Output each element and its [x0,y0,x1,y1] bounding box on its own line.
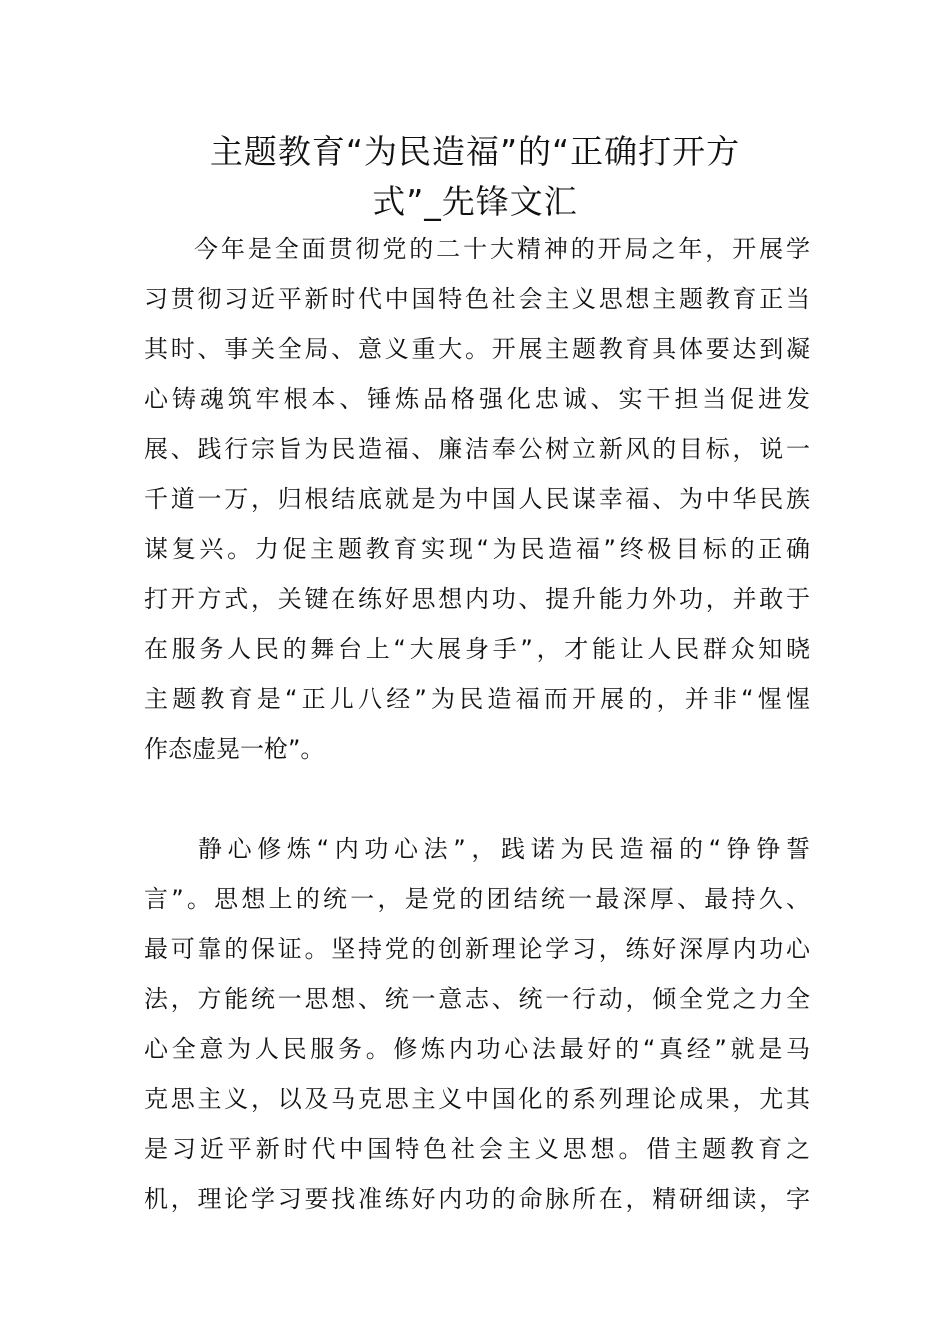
paragraph-line: 习贯彻习近平新时代中国特色社会主义思想主题教育正当 [144,285,810,313]
paragraph-line: 最可靠的保证。坚持党的创新理论学习，练好深厚内功心 [144,935,810,963]
paragraph-line: 千道一万，归根结底就是为中国人民谋幸福、为中华民族 [144,485,810,513]
paragraph-line: 法，方能统一思想、统一意志、统一行动，倾全党之力全 [144,985,810,1013]
paragraph-line: 是习近平新时代中国特色社会主义思想。借主题教育之 [144,1135,810,1163]
paragraph-line: 克思主义，以及马克思主义中国化的系列理论成果，尤其 [144,1085,810,1113]
paragraph-line: 作态虚晃一枪”。 [144,735,325,763]
paragraph-line: 心铸魂筑牢根本、锤炼品格强化忠诚、实干担当促进发 [144,385,810,413]
paragraph-line: 主题教育是“正儿八经”为民造福而开展的，并非“惺惺 [144,685,810,713]
document-title-line-2: 式”_先锋文汇 [372,182,578,221]
paragraph-line: 其时、事关全局、意义重大。开展主题教育具体要达到凝 [144,335,810,363]
paragraph-line: 静心修炼“内功心法”，践诺为民造福的“铮铮誓 [198,835,810,863]
paragraph-line: 言”。思想上的统一，是党的团结统一最深厚、最持久、 [144,885,810,913]
paragraph-line: 谋复兴。力促主题教育实现“为民造福”终极目标的正确 [144,535,810,563]
paragraph-line: 心全意为人民服务。修炼内功心法最好的“真经”就是马 [144,1035,810,1063]
paragraph-line: 在服务人民的舞台上“大展身手”，才能让人民群众知晓 [144,635,810,663]
document-title-line-1: 主题教育“为民造福”的“正确打开方 [209,132,741,171]
paragraph-line: 机，理论学习要找准练好内功的命脉所在，精研细读，字 [144,1185,810,1213]
paragraph-line: 展、践行宗旨为民造福、廉洁奉公树立新风的目标，说一 [144,435,810,463]
paragraph-line: 打开方式，关键在练好思想内功、提升能力外功，并敢于 [144,585,810,613]
paragraph-line: 今年是全面贯彻党的二十大精神的开局之年，开展学 [194,235,810,263]
